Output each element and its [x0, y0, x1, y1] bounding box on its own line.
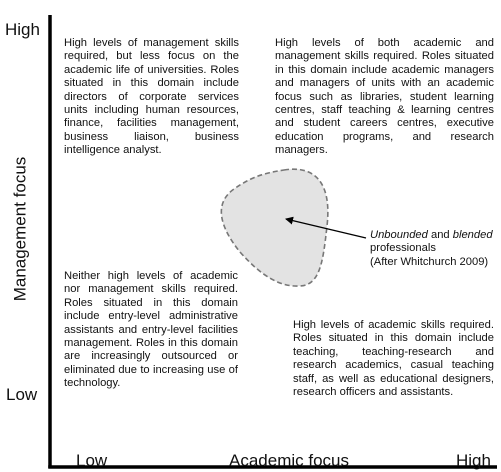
annotation-term-blended: blended [452, 229, 493, 241]
y-axis-title: Management focus [10, 156, 30, 302]
unbounded-blended-region [221, 169, 328, 286]
quadrant-top-left-text [64, 37, 239, 158]
annotation-line-1 [370, 229, 493, 242]
quadrant-top-left-paragraph: High levels of management skills required, but less focus on the academic life of universities. Roles situated in this domain include directors of corporate services units including human resources, finance, facilities management, business liaison, business intelligence analyst. [64, 37, 239, 157]
quadrant-bottom-right-paragraph: High levels of academic skills required. Roles situated in this domain include teaching, teaching-research and research academics, casual teaching staff, as well as educational designers, research officers and assistants. [293, 319, 494, 399]
quadrant-top-right-text [275, 37, 494, 158]
y-axis-high-label: High [5, 20, 40, 39]
x-axis-title: Academic focus [229, 451, 349, 470]
quadrant-bottom-left-text [64, 270, 238, 391]
quadrant-top-right-paragraph: High levels of both academic and management skills required. Roles situated in this domain include academic managers and managers of units with an academic focus such as libraries, student learning centres, staff teaching & learning centres and student careers centres, executive education programs, and research managers. [275, 37, 494, 157]
annotation-connector: and [427, 229, 453, 241]
annotation-line-3: (After Whitchurch 2009) [370, 255, 489, 268]
x-axis-high-label: High [456, 451, 491, 470]
quadrant-bottom-left-paragraph: Neither high levels of academic nor management skills required. Roles situated in this domain include entry-level administrative assistants and entry-level facilities management. Roles in this domain are increasingly outsourced or eliminated due to increasing use of technology. [64, 270, 238, 390]
annotation-line-2: professionals [370, 242, 436, 255]
quadrant-bottom-right-text [293, 319, 494, 399]
y-axis-low-label: Low [6, 385, 38, 404]
annotation-term-unbounded: Unbounded [370, 229, 428, 241]
x-axis-low-label: Low [76, 451, 108, 470]
annotation-label [370, 229, 493, 269]
